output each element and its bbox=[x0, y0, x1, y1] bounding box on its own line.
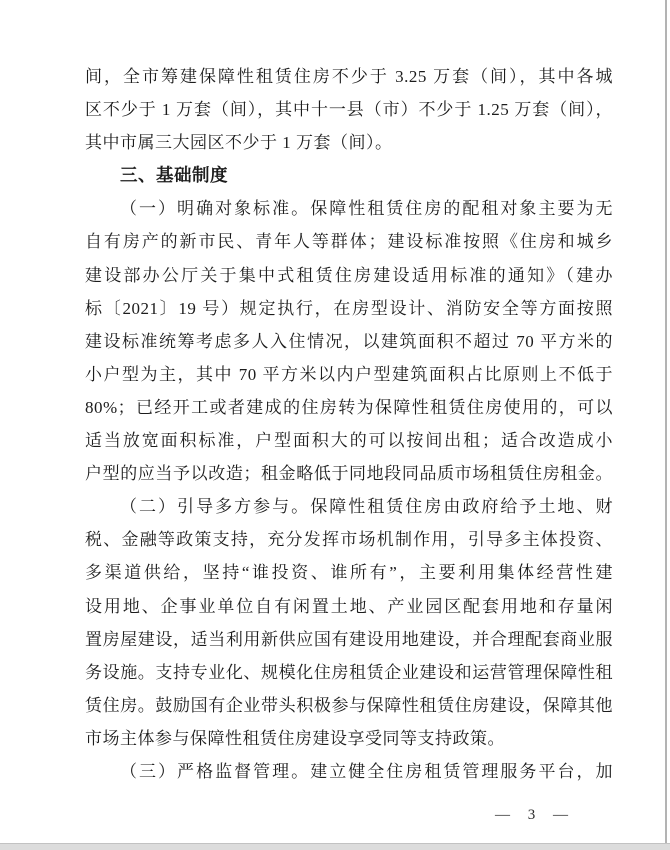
text-line: 80%；已经开工或者建成的住房转为保障性租赁住房使用的，可以 bbox=[85, 397, 613, 417]
text-line: 小户型为主，其中 70 平方米以内户型建筑面积占比原则上不低于 bbox=[85, 364, 613, 384]
text-line: 其中市属三大园区不少于 1 万套（间）。 bbox=[85, 133, 393, 153]
text-line: 适当放宽面积标准，户型面积大的可以按间出租；适合改造成小 bbox=[85, 431, 613, 451]
text-line: 标〔2021〕19 号）规定执行，在房型设计、消防安全等方面按照 bbox=[85, 298, 613, 318]
text-line: 户型的应当予以改造；租金略低于同地段同品质市场租赁住房租金。 bbox=[85, 464, 613, 484]
text-line: 设用地、企事业单位自有闲置土地、产业园区配套用地和存量闲 bbox=[85, 596, 613, 616]
section-heading: 三、基础制度 bbox=[120, 165, 228, 186]
document-body-text bbox=[85, 60, 613, 788]
text-line: 间，全市筹建保障性租赁住房不少于 3.25 万套（间），其中各城 bbox=[85, 67, 613, 86]
text-line: 赁住房。鼓励国有企业带头积极参与保障性租赁住房建设，保障其他 bbox=[85, 695, 613, 715]
text-line: 税、金融等政策支持，充分发挥市场机制作用，引导多主体投资、 bbox=[85, 530, 613, 550]
text-line: 置房屋建设，适当利用新供应国有建设用地建设，并合理配套商业服 bbox=[85, 629, 613, 649]
page-scan-edge-bottom bbox=[0, 843, 670, 850]
text-line: 区不少于 1 万套（间），其中十一县（市）不少于 1.25 万套（间）， bbox=[85, 100, 613, 120]
text-line: （二）引导多方参与。保障性租赁住房由政府给予土地、财 bbox=[120, 497, 613, 517]
text-line: 建设标准统筹考虑多人入住情况，以建筑面积不超过 70 平方米的 bbox=[85, 331, 613, 351]
text-line: （一）明确对象标准。保障性租赁住房的配租对象主要为无 bbox=[120, 199, 613, 219]
text-line: 务设施。支持专业化、规模化住房租赁企业建设和运营管理保障性租 bbox=[85, 662, 613, 682]
text-line: （三）严格监督管理。建立健全住房租赁管理服务平台，加 bbox=[120, 761, 613, 781]
page-footer-number: — 3 — bbox=[495, 807, 575, 823]
text-line: 自有房产的新市民、青年人等群体；建设标准按照《住房和城乡 bbox=[85, 232, 613, 252]
page-scan-edge-right bbox=[665, 0, 667, 844]
text-line: 多渠道供给，坚持“谁投资、谁所有”，主要利用集体经营性建 bbox=[85, 563, 613, 583]
text-line: 建设部办公厅关于集中式租赁住房建设适用标准的通知》（建办 bbox=[85, 265, 613, 285]
text-line: 市场主体参与保障性租赁住房建设享受同等支持政策。 bbox=[85, 728, 505, 748]
